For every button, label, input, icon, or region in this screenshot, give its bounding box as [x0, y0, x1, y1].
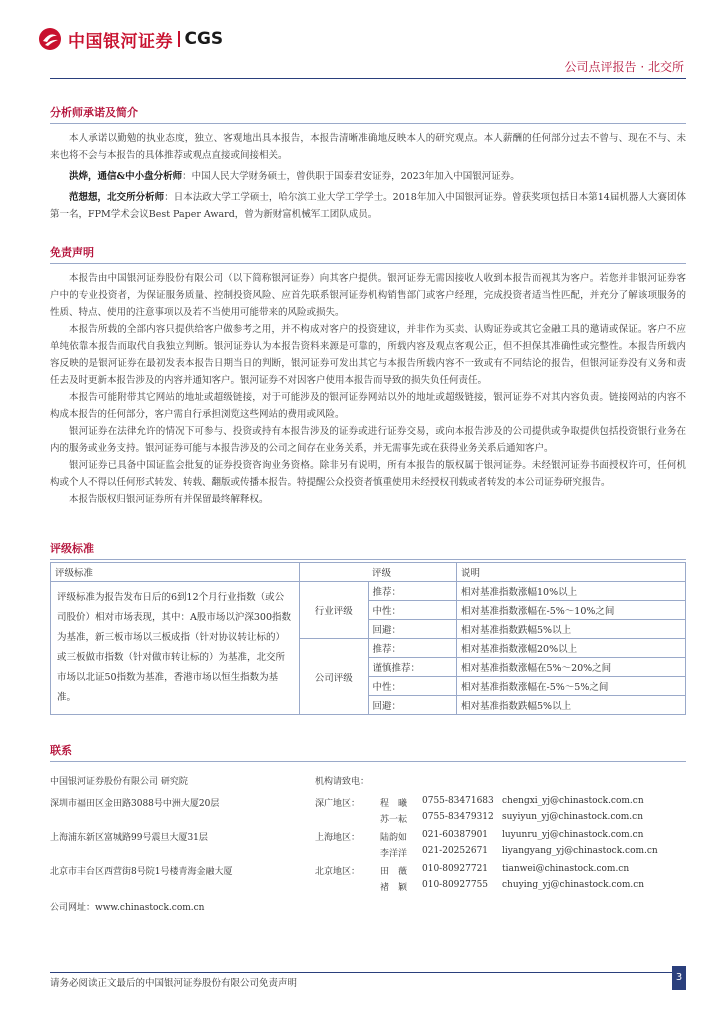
contact-email[interactable]: luyunru_yj@chinastock.com.cn: [502, 830, 644, 840]
disclaimer-paragraph: 本报告由中国银河证券股份有限公司（以下简称银河证券）向其客户提供。银河证券无需因接收人收到本报告而视其为客户。若您并非银河证券客户中的专业投资者，为保证服务质量、控制投资风险、应首先联系银河证券机构销售部门或客户经理，完成投资者适当性匹配，并充分了解该项服务的性质、特点、使用的注意事项以及若不当使用可能带来的风险或损失。: [50, 273, 686, 318]
header-rating: 评级: [368, 563, 457, 582]
contact-phone[interactable]: 0755-83471683: [422, 796, 494, 806]
rating-table: [50, 562, 686, 715]
brand-logo: [38, 24, 223, 54]
contact-email[interactable]: suyiyun_yj@chinastock.com.cn: [502, 812, 644, 822]
contact-phone[interactable]: 010-80927721: [422, 864, 489, 874]
rating-grade: 谨慎推荐：: [368, 658, 457, 677]
header-divider: [50, 78, 686, 79]
rating-desc: 相对基准指数涨幅在-5%～10%之间: [457, 601, 686, 620]
disclaimer-paragraph: 银河证券已具备中国证监会批复的证券投资咨询业务资格。除非另有说明，所有本报告的版权属于银河证券。未经银河证券书面授权许可，任何机构或个人不得以任何形式转发、转载、翻版或传播本报告。特提醒公众投资者慎重使用未经授权刊载或者转发的本公司证券研究报告。: [50, 460, 686, 488]
address-beijing: 北京市丰台区西营街8号院1号楼青海金融大厦: [50, 867, 233, 877]
region-shenzhen: 深广地区：: [315, 799, 361, 809]
analyst-name: 洪烨，通信&中小盘分析师: [69, 171, 183, 182]
footer-divider: [50, 972, 686, 973]
report-type: 公司点评报告 · 北交所: [564, 60, 684, 74]
analyst-section-title: 分析师承诺及简介: [50, 104, 686, 124]
disclaimer-section-title: 免责声明: [50, 244, 686, 264]
page-number: 3: [672, 966, 686, 990]
contact-phone[interactable]: 0755-83479312: [422, 812, 494, 822]
disclaimer-paragraph: 本报告可能附带其它网站的地址或超级链接，对于可能涉及的银河证券网站以外的地址或超级链接，银河证券不对其内容负责。链接网站的内容不构成本报告的任何部分，客户需自行承担浏览这些网站的费用或风险。: [50, 392, 686, 420]
contact-email[interactable]: liyangyang_yj@chinastock.com.cn: [502, 846, 658, 856]
address-shenzhen: 深圳市福田区金田路3088号中洲大厦20层: [50, 799, 220, 809]
table-header-row: [51, 563, 686, 582]
rating-desc: 相对基准指数涨幅20%以上: [457, 639, 686, 658]
disclaimer-paragraph: 本报告版权归银河证券所有并保留最终解释权。: [69, 494, 269, 505]
contact-email[interactable]: chengxi_yj@chinastock.com.cn: [502, 796, 644, 806]
disclaimer-section: [50, 244, 686, 508]
company-name: 中国银河证券股份有限公司 研究院: [50, 777, 188, 787]
analyst-bio-hong: [50, 168, 686, 185]
rating-desc: 相对基准指数涨幅在5%～20%之间: [457, 658, 686, 677]
institution-label: 机构请致电：: [315, 777, 370, 787]
analyst-section: [50, 104, 686, 223]
contact-name: 程 曦: [380, 799, 408, 809]
brand-name: 中国银河证券: [68, 31, 173, 52]
rating-desc: 相对基准指数涨幅10%以上: [457, 582, 686, 601]
rating-grade: 推荐：: [368, 582, 457, 601]
header-empty: [300, 563, 369, 582]
rating-grade: 回避：: [368, 620, 457, 639]
company-website[interactable]: 公司网址：www.chinastock.com.cn: [50, 903, 205, 913]
region-beijing: 北京地区：: [315, 867, 361, 877]
analyst-bio-fan: [50, 189, 686, 223]
rating-grade: 推荐：: [368, 639, 457, 658]
contact-phone[interactable]: 021-60387901: [422, 830, 489, 840]
table-row: [51, 582, 686, 601]
company-rating-label: 公司评级: [300, 639, 369, 715]
brand-name-en: CGS: [184, 29, 224, 49]
contact-email[interactable]: tianwei@chinastock.com.cn: [502, 864, 630, 874]
rating-section: [50, 540, 686, 560]
logo-icon: [38, 27, 62, 51]
analyst-commitment: 本人承诺以勤勉的执业态度，独立、客观地出具本报告，本报告清晰准确地反映本人的研究观点。本人薪酬的任何部分过去不曾与、现在不与、未来也将不会与本报告的具体推荐或观点直接或间接相关。: [50, 133, 686, 161]
rating-section-title: 评级标准: [50, 540, 686, 560]
rating-grade: 回避：: [368, 696, 457, 715]
footer-disclaimer: 请务必阅读正文最后的中国银河证券股份有限公司免责声明: [50, 978, 298, 989]
rating-desc: 相对基准指数涨幅在-5%～5%之间: [457, 677, 686, 696]
rating-grade: 中性：: [368, 677, 457, 696]
contact-phone[interactable]: 021-20252671: [422, 846, 489, 856]
contact-name: 褚 颖: [380, 883, 408, 893]
analyst-bio: ：中国人民大学财务硕士，曾供职于国泰君安证券，2023年加入中国银河证券。: [182, 171, 520, 182]
header-desc: 说明: [457, 563, 686, 582]
rating-grade: 中性：: [368, 601, 457, 620]
contact-phone[interactable]: 010-80927755: [422, 880, 489, 890]
rating-standard-text: 评级标准为报告发布日后的6到12个月行业指数（或公司股价）相对市场表现，其中：A股市场以沪深300指数为基准，新三板市场以三板成指（针对协议转让标的）或三板做市指数（针对做市转让标的）为基准，北交所市场以北证50指数为基准，香港市场以恒生指数为基准。: [51, 582, 300, 715]
rating-desc: 相对基准指数跌幅5%以上: [457, 620, 686, 639]
rating-desc: 相对基准指数跌幅5%以上: [457, 696, 686, 715]
brand-separator: [178, 31, 180, 47]
industry-rating-label: 行业评级: [300, 582, 369, 639]
contact-name: 苏一耘: [380, 815, 408, 825]
disclaimer-paragraph: 本报告所载的全部内容只提供给客户做参考之用，并不构成对客户的投资建议，并非作为买卖、认购证券或其它金融工具的邀请或保证。客户不应单纯依靠本报告而取代自我独立判断。银河证券认为本报告资料来源是可靠的，所载内容及观点客观公正，但不担保其准确性或完整性。本报告所载内容反映的是银河证券在最初发表本报告日期当日的判断，银河证券可发出其它与本报告所载内容不一致或有不同结论的报告，但银河证券没有义务和责任去及时更新本报告涉及的内容并通知客户。银河证券不对因客户使用本报告而导致的损失负任何责任。: [50, 324, 686, 386]
contact-email[interactable]: chuying_yj@chinastock.com.cn: [502, 880, 645, 890]
contact-name: 田 薇: [380, 867, 408, 877]
contact-name: 李洋洋: [380, 849, 408, 859]
disclaimer-paragraph: 银河证券在法律允许的情况下可参与、投资或持有本报告涉及的证券或进行证券交易，或向本报告涉及的公司提供或争取提供包括投资银行业务在内的服务或业务支持。银河证券可能与本报告涉及的公司之间存在业务关系，并无需事先或在获得业务关系后通知客户。: [50, 426, 686, 454]
contact-section: [50, 742, 686, 762]
address-shanghai: 上海浦东新区富城路99号震旦大厦31层: [50, 833, 208, 843]
analyst-bio: ：日本法政大学工学硕士，哈尔滨工业大学工学学士。2018年加入中国银河证券。曾获奖项包括日本第14届机器人大赛团体第一名，FPM学术会议Best Paper Award，曾为新财富机械军工团队成员。: [50, 192, 686, 220]
region-shanghai: 上海地区：: [315, 833, 361, 843]
analyst-name: 范想想，北交所分析师: [69, 192, 165, 203]
header-standard: 评级标准: [51, 563, 300, 582]
contact-name: 陆韵如: [380, 833, 408, 843]
contact-section-title: 联系: [50, 742, 686, 762]
